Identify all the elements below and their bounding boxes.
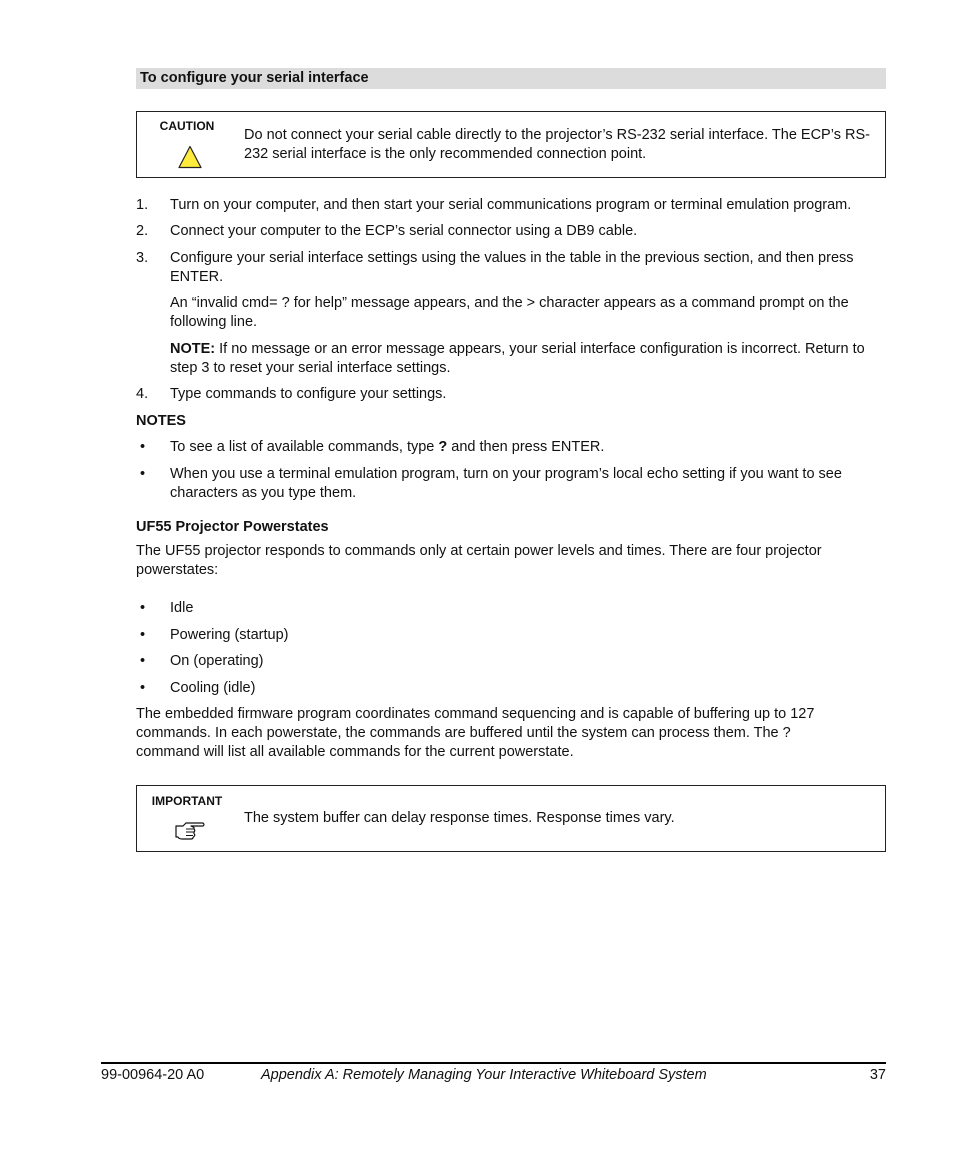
powerstates-intro: The UF55 projector responds to commands only at certain power levels and times. There are four projector powerstates:: [136, 543, 822, 578]
step-number: 3.: [136, 250, 149, 266]
footer-page-number: 37: [869, 1067, 886, 1083]
step-number: 4.: [136, 386, 149, 402]
bullet: •: [140, 439, 146, 455]
caution-box: [136, 111, 886, 178]
caution-label: CAUTION: [159, 119, 215, 133]
step-text: Type commands to configure your settings.: [170, 386, 447, 402]
pointing-hand-icon: [174, 818, 206, 846]
bullet: •: [140, 680, 146, 696]
notes-item-text: When you use a terminal emulation program, turn on your program’s local echo setting if you want to see characters as you type them.: [170, 466, 842, 501]
step-number: 1.: [136, 197, 149, 213]
section-heading-text: To configure your serial interface: [140, 70, 369, 86]
footer-title: Appendix A: Remotely Managing Your Interactive Whiteboard System: [261, 1067, 707, 1083]
step-text: Connect your computer to the ECP’s serial connector using a DB9 cable.: [170, 223, 638, 239]
powerstate-text: Powering (startup): [170, 627, 289, 643]
notes-heading: NOTES: [136, 413, 186, 429]
step-text: Configure your serial interface settings using the values in the table in the previous section, and then press ENTER.: [170, 250, 854, 285]
bullet: •: [140, 627, 146, 643]
footer-rule: [101, 1062, 886, 1064]
section-heading: [136, 68, 886, 89]
step-3-note: [170, 340, 886, 378]
powerstates-heading: UF55 Projector Powerstates: [136, 519, 329, 535]
powerstate-text: Idle: [170, 600, 194, 616]
note-text: If no message or an error message appears, your serial interface configuration is incorrect. Return to step 3 to reset your serial interface settings.: [170, 341, 865, 376]
footer-doc-number: 99-00964-20 A0: [101, 1067, 205, 1083]
step-number: 2.: [136, 223, 149, 239]
step-text: Turn on your computer, and then start your serial communications program or terminal emulation program.: [170, 197, 852, 213]
powerstate-text: On (operating): [170, 653, 264, 669]
step-3-result-text: An “invalid cmd= ? for help” message appears, and the > character appears as a command prompt on the following line.: [170, 295, 849, 330]
bullet: •: [140, 466, 146, 482]
notes-item-text: To see a list of available commands, type ? and then press ENTER.: [170, 439, 605, 455]
important-label: IMPORTANT: [151, 794, 223, 808]
powerstates-closing: The embedded firmware program coordinates command sequencing and is capable of buffering up to 127 commands. In each powerstate, the commands are buffered until the system can process them. The ? command will list all available commands for the current powerstate.: [136, 706, 815, 760]
bullet: •: [140, 653, 146, 669]
important-box: [136, 785, 886, 852]
warning-triangle-icon: [178, 145, 202, 175]
bullet: •: [140, 600, 146, 616]
note-label: NOTE:: [170, 341, 216, 357]
caution-text: Do not connect your serial cable directly to the projector’s RS-232 serial interface. The ECP’s RS-232 serial interface is the only recommended connection point.: [244, 127, 870, 162]
powerstate-text: Cooling (idle): [170, 680, 256, 696]
important-text: The system buffer can delay response times. Response times vary.: [244, 810, 675, 826]
question-mark-command: ?: [438, 439, 448, 455]
